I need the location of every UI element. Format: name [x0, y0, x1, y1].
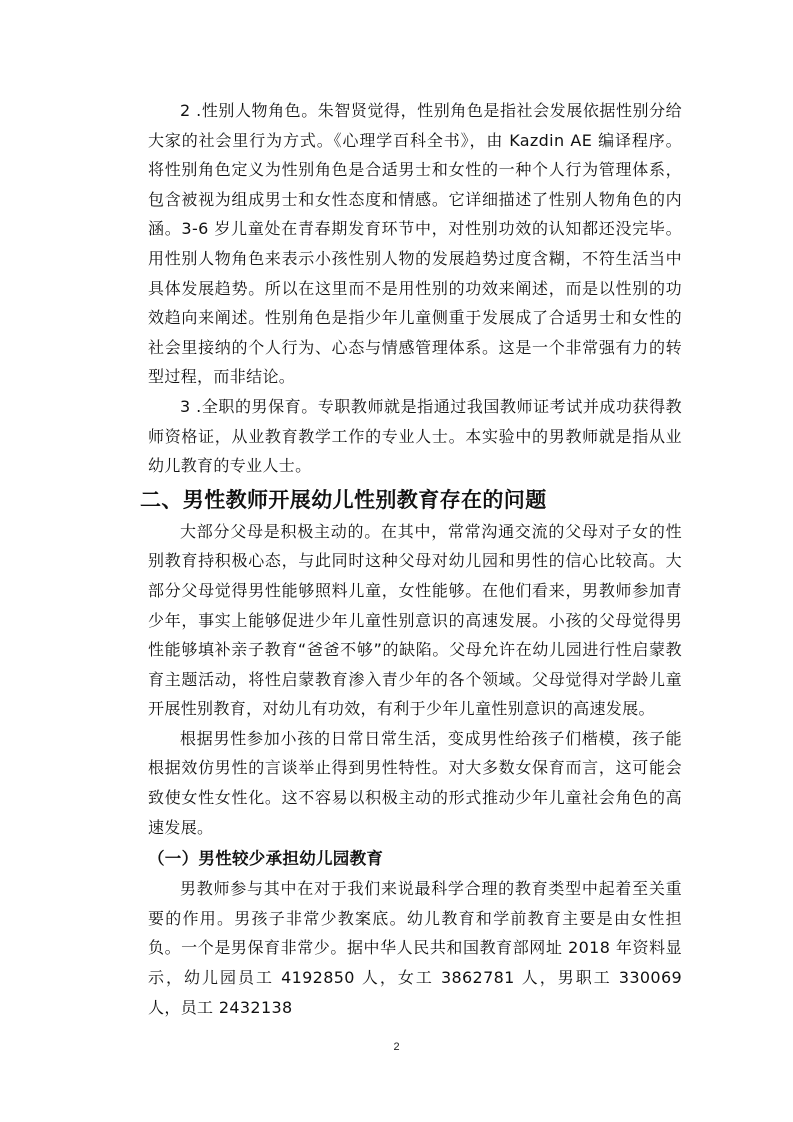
paragraph-male-teacher-definition: 3 .全职的男保育。专职教师就是指通过我国教师证考试并成功获得教师资格证，从业教育教学工作的专业人士。本实验中的男教师就是指从业幼儿教育的专业人士。 [148, 396, 682, 476]
section-heading: 二、男性教师开展幼儿性别教育存在的问题 [140, 487, 547, 512]
paragraph-male-role-model: 根据男性参加小孩的日常日常生活，变成男性给孩子们楷模，孩子能根据效仿男性的言谈举止得到男性特性。对大多数女保育而言，这可能会致使女性女性化。这不容易以积极主动的形式推动少年儿童社会角色的高速发展。 [148, 728, 682, 837]
paragraph-parents-attitude: 大部分父母是积极主动的。在其中，常常沟通交流的父母对子女的性别教育持积极心态，与此同时这种父母对幼儿园和男性的信心比较高。大部分父母觉得男性能够照料儿童，女性能够。在他们看来，男教师参加青少年，事实上能够促进少年儿童性别意识的高速发展。小孩的父母觉得男性能够填补亲子教育“爸爸不够”的缺陷。父母允许在幼儿园进行性启蒙教育主题活动，将性启蒙教育渗入青少年的各个领域。父母觉得对学龄儿童开展性别教育，对幼儿有功效，有利于少年儿童性别意识的高速发展。 [148, 521, 682, 719]
page-content [140, 96, 682, 1022]
paragraph-gender-role: 2 .性别人物角色。朱智贤觉得，性别角色是指社会发展依据性别分给大家的社会里行为方式。《心理学百科全书》，由 Kazdin AE 编译程序。将性别角色定义为性别角色是合适男士和女性的一种个人行为管理体系，包含被视为组成男士和女性态度和情感。它详细描述了性别人物角色的内涵。3-6 岁儿童处在青春期发育环节中，对性别功效的认知都还没完毕。用性别人物角色来表示小孩性别人物的发展趋势过度含糊，不符生活当中具体发展趋势。所以在这里而不是用性别的功效来阐述，而是以性别的功效趋向来阐述。性别角色是指少年儿童侧重于发展成了合适男士和女性的社会里接纳的个人行为、心态与情感管理体系。这是一个非常强有力的转型过程，而非结论。 [148, 101, 682, 387]
subsection-heading: （一）男性较少承担幼儿园教育 [148, 849, 384, 869]
page-number: 2 [393, 1041, 400, 1053]
paragraph-male-teacher-statistics: 男教师参与其中在对于我们来说最科学合理的教育类型中起着至关重要的作用。男孩子非常少教案底。幼儿教育和学前教育主要是由女性担负。一个是男保育非常少。据中华人民共和国教育部网址 2018 年资料显示，幼儿园员工 4192850 人，女工 3862781 人，男职工 330069 人，员工 2432138 [148, 879, 682, 1017]
